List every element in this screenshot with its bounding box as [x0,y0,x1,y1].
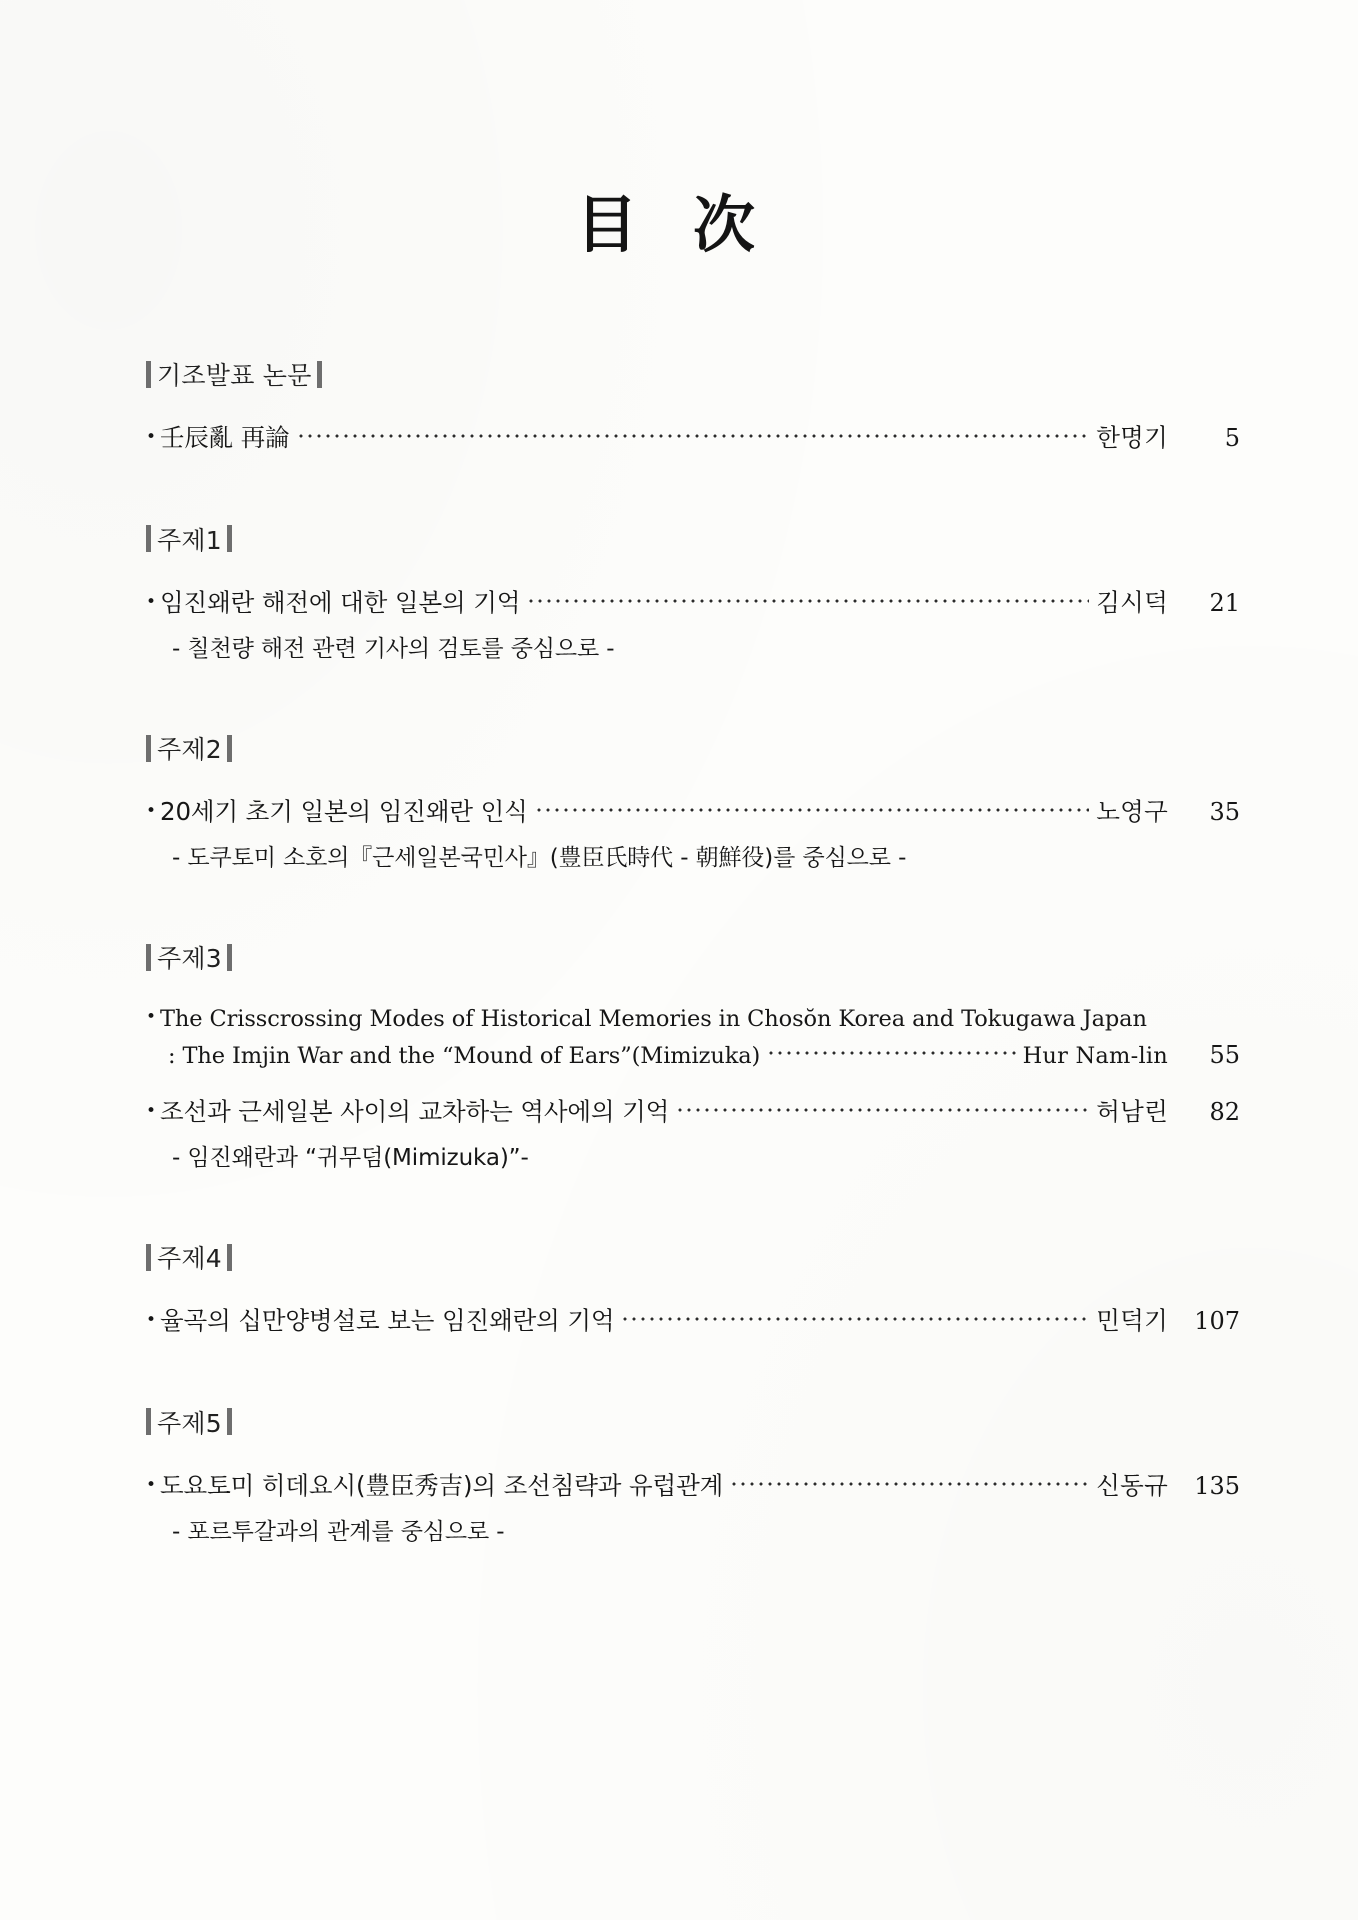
section-bar-right-icon [227,1408,232,1435]
toc-entry-page: 107 [1194,1307,1240,1335]
toc-entry[interactable] [146,1003,1240,1074]
section-header-label: 주제3 [157,944,222,974]
toc-entry[interactable] [146,420,1240,457]
toc-section [146,730,1240,875]
dot-leader [623,1314,1089,1324]
toc-entry-title: 임진왜란 해전에 대한 일본의 기억 [160,587,521,617]
bullet-icon: • [146,1100,157,1121]
page-title-char-1: 目 [575,188,639,261]
toc-section [146,1239,1240,1340]
toc-entry[interactable] [146,1468,1240,1549]
section-bar-right-icon [317,361,322,388]
toc-entry-page: 55 [1209,1041,1240,1069]
section-bar-right-icon [227,735,232,762]
section-header [146,730,1240,766]
toc-entry-line [146,1003,1240,1037]
toc-entry-line [146,1094,1240,1131]
toc-entry-page: 135 [1194,1471,1240,1500]
toc-entry-line-continued [146,1037,1240,1074]
section-bar-right-icon [227,525,232,552]
section-bar-right-icon [227,1244,232,1271]
toc-section [146,1404,1240,1549]
toc-entry-subtitle-line: : The Imjin War and the “Mound of Ears”(Mimizuka) [168,1043,761,1069]
section-bar-left-icon [146,1244,151,1271]
toc-entry-title: 壬辰亂 再論 [160,423,290,452]
toc-entry-author: 김시덕 [1096,587,1168,617]
section-header-label: 주제5 [157,1408,222,1438]
section-header [146,1404,1240,1440]
toc-entry-subtitle: - 포르투갈과의 관계를 중심으로 - [172,1518,505,1545]
section-bar-right-icon [227,944,232,971]
toc-entry-line [146,1303,1240,1340]
section-header [146,356,1240,392]
bullet-icon: • [146,591,157,612]
toc-entry[interactable] [146,1094,1240,1175]
toc-entry-author: 노영구 [1096,797,1168,826]
toc-entry-author: 허남린 [1096,1096,1168,1126]
toc-entry-page: 21 [1209,588,1240,617]
section-header-label: 주제2 [157,735,222,764]
dot-leader [678,1105,1089,1115]
toc-entry-page: 5 [1224,424,1240,452]
dot-leader [769,1048,1015,1058]
toc-entry[interactable] [146,585,1240,666]
section-header-label: 주제1 [157,525,222,555]
section-bar-left-icon [146,735,151,762]
toc-entry-title: 20세기 초기 일본의 임진왜란 인식 [160,797,528,826]
toc-entry-title: 율곡의 십만양병설로 보는 임진왜란의 기억 [160,1306,615,1335]
section-header [146,1239,1240,1275]
toc-entry-page: 35 [1209,798,1240,826]
table-of-contents [146,356,1240,1549]
toc-section [146,521,1240,666]
section-bar-left-icon [146,525,151,552]
page-title [146,175,1240,264]
dot-leader [299,431,1090,441]
dot-leader [537,805,1090,815]
toc-entry-subtitle: - 칠천량 해전 관련 기사의 검토를 중심으로 - [172,635,615,662]
section-header [146,939,1240,975]
bullet-icon: • [146,427,157,447]
toc-entry[interactable] [146,1303,1240,1340]
toc-entry-subtitle: - 임진왜란과 “귀무덤(Mimizuka)”- [172,1144,529,1171]
toc-entry-title: The Crisscrossing Modes of Historical Memories in Chosŏn Korea and Tokugawa Japan [160,1006,1147,1033]
bullet-icon: • [146,801,157,821]
toc-entry-title: 조선과 근세일본 사이의 교차하는 역사에의 기억 [160,1096,670,1126]
toc-section [146,939,1240,1175]
toc-entry-author: Hur Nam-lin [1022,1043,1168,1069]
dot-leader [732,1479,1089,1489]
section-bar-left-icon [146,361,151,388]
toc-entry-author: 민덕기 [1096,1306,1168,1335]
toc-entry-line [146,585,1240,622]
toc-entry-title: 도요토미 히데요시(豊臣秀吉)의 조선침략과 유럽관계 [160,1470,724,1500]
toc-entry-page: 82 [1209,1097,1240,1126]
section-header-label: 주제4 [157,1244,222,1273]
toc-entry-author: 한명기 [1096,423,1168,452]
bullet-icon: • [146,1007,157,1028]
bullet-icon: • [146,1310,157,1330]
toc-entry[interactable] [146,794,1240,875]
toc-entry-line [146,794,1240,831]
section-bar-left-icon [146,1408,151,1435]
toc-entry-line [146,420,1240,457]
section-header [146,521,1240,557]
toc-entry-line [146,1468,1240,1505]
section-header-label: 기조발표 논문 [157,361,312,390]
page-title-char-2: 次 [693,188,757,261]
section-bar-left-icon [146,944,151,971]
toc-entry-subtitle: - 도쿠토미 소호의『근세일본국민사』(豊臣氏時代 - 朝鮮役)를 중심으로 - [172,844,907,871]
bullet-icon: • [146,1474,157,1495]
dot-leader [529,596,1089,606]
toc-section [146,356,1240,457]
toc-entry-author: 신동규 [1096,1470,1168,1500]
